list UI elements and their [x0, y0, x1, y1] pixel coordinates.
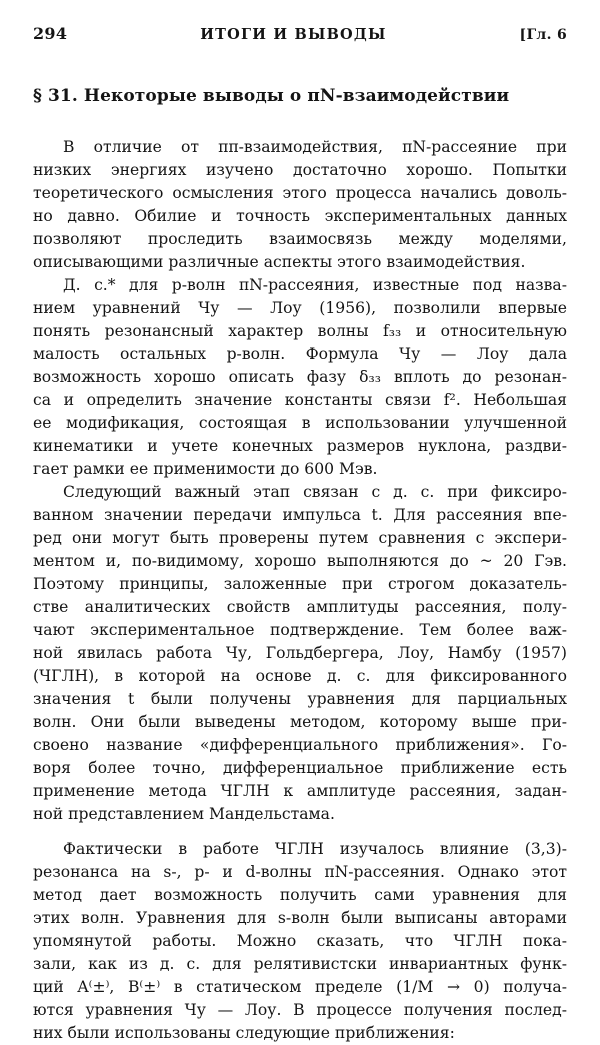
- running-title: ИТОГИ И ВЫВОДЫ: [200, 26, 387, 43]
- text-line: позволяют проследить взаимосвязь между моделями,: [33, 230, 567, 248]
- text-line: низких энергиях изучено достаточно хорошо. Попытки: [33, 161, 567, 179]
- text-line: упомянутой работы. Можно сказать, что ЧГЛН пока-: [33, 932, 567, 950]
- body-text: [33, 136, 567, 1045]
- text-line: Фактически в работе ЧГЛН изучалось влияние (3,3)-: [63, 840, 567, 858]
- text-line: своено название «дифференциального приближения». Го-: [33, 736, 567, 754]
- text-line: ее модификация, состоящая в использовании улучшенной: [33, 414, 567, 432]
- text-line: Следующий важный этап связан с д. с. при фиксиро-: [63, 483, 567, 501]
- text-line: описывающими различные аспекты этого взаимодействия.: [33, 253, 526, 271]
- text-line: Поэтому принципы, заложенные при строгом доказатель-: [33, 575, 567, 593]
- text-line: са и определить значение константы связи f². Небольшая: [33, 391, 567, 409]
- chapter-reference: [Гл. 6: [519, 27, 567, 43]
- text-line: теоретического осмысления этого процесса начались доволь-: [33, 184, 567, 202]
- book-page: [33, 24, 567, 1045]
- text-line: но давно. Обилие и точность экспериментальных данных: [33, 207, 567, 225]
- text-line: этих волн. Уравнения для s-волн были выписаны авторами: [33, 909, 567, 927]
- paragraph: [33, 838, 567, 1045]
- text-line: возможность хорошо описать фазу δ₃₃ вплоть до резонан-: [33, 368, 567, 386]
- text-line: кинематики и учете конечных размеров нуклона, раздви-: [33, 437, 567, 455]
- text-line: стве аналитических свойств амплитуды рассеяния, полу-: [33, 598, 567, 616]
- text-line: волн. Они были выведены методом, которому выше при-: [33, 713, 567, 731]
- text-line: гает рамки ее применимости до 600 Мэв.: [33, 460, 378, 478]
- text-line: (ЧГЛН), в которой на основе д. с. для фиксированного: [33, 667, 567, 685]
- text-line: ной явилась работа Чу, Гольдбергера, Лоу, Намбу (1957): [33, 644, 567, 662]
- text-line: ред они могут быть проверены путем сравнения с экспери-: [33, 529, 567, 547]
- paragraph: [33, 274, 567, 481]
- text-line: малость остальных p-волн. Формула Чу — Лоу дала: [33, 345, 567, 363]
- text-line: Д. с.* для p-волн πN-рассеяния, известные под назва-: [63, 276, 567, 294]
- text-line: зали, как из д. с. для релятивистски инвариантных функ-: [33, 955, 567, 973]
- text-line: ментом и, по-видимому, хорошо выполняются до ~ 20 Гэв.: [33, 552, 567, 570]
- text-line: метод дает возможность получить сами уравнения для: [33, 886, 567, 904]
- text-line: нием уравнений Чу — Лоу (1956), позволили впервые: [33, 299, 567, 317]
- text-line: В отличие от ππ-взаимодействия, πN-рассеяние при: [63, 138, 567, 156]
- paragraph: [33, 481, 567, 826]
- text-line: ванном значении передачи импульса t. Для рассеяния впе-: [33, 506, 567, 524]
- section-title: § 31. Некоторые выводы о πN-взаимодействии: [33, 86, 510, 106]
- text-line: ной представлением Мандельстама.: [33, 805, 335, 823]
- running-header: [33, 24, 567, 48]
- paragraph: [33, 136, 567, 274]
- text-line: ций A⁽±⁾, B⁽±⁾ в статическом пределе (1/M → 0) получа-: [33, 978, 567, 996]
- text-line: резонанса на s-, p- и d-волны πN-рассеяния. Однако этот: [33, 863, 567, 881]
- text-line: применение метода ЧГЛН к амплитуде рассеяния, задан-: [33, 782, 567, 800]
- paragraph-gap: [33, 826, 567, 838]
- text-line: значения t были получены уравнения для парциальных: [33, 690, 567, 708]
- text-line: воря более точно, дифференциальное приближение есть: [33, 759, 567, 777]
- text-line: ются уравнения Чу — Лоу. В процессе получения послед-: [33, 1001, 567, 1019]
- text-line: понять резонансный характер волны f₃₃ и относительную: [33, 322, 567, 340]
- page-number: 294: [33, 24, 68, 43]
- text-line: них были использованы следующие приближения:: [33, 1024, 455, 1042]
- text-line: чают экспериментальное подтверждение. Тем более важ-: [33, 621, 567, 639]
